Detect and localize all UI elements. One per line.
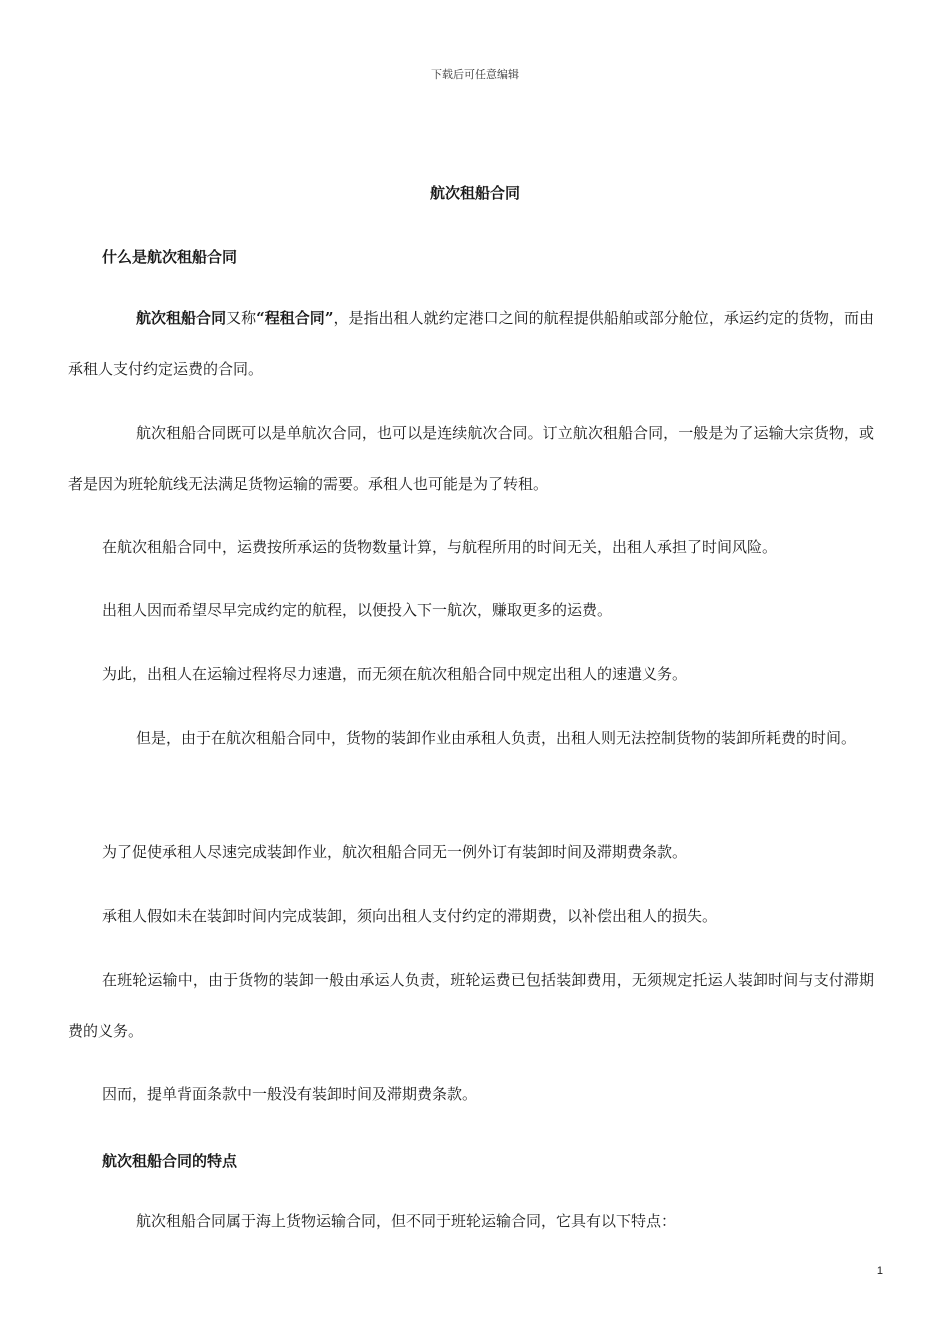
paragraph: 为此，出租人在运输过程将尽力速遣，而无须在航次租船合同中规定出租人的速遣义务。 [102,665,688,683]
paragraph: 但是，由于在航次租船合同中，货物的装卸作业由承租人负责，出租人则无法控制货物的装卸所耗费的时间。 [136,729,857,747]
paragraph: 出租人因而希望尽早完成约定的航程，以便投入下一航次，赚取更多的运费。 [102,601,613,619]
section-heading-features: 航次租船合同的特点 [102,1152,238,1170]
paragraph-definition [68,293,874,395]
section-heading-definition: 什么是航次租船合同 [102,248,238,266]
paragraph-text: 又称 [226,309,257,327]
paragraph: 在航次租船合同中，运费按所承运的货物数量计算，与航程所用的时间无关，出租人承担了时间风险。 [102,538,778,556]
paragraph: 承租人假如未在装卸时间内完成装卸，须向出租人支付约定的滞期费，以补偿出租人的损失。 [102,907,718,925]
paragraph: 航次租船合同属于海上货物运输合同，但不同于班轮运输合同，它具有以下特点： [136,1212,677,1230]
document-title: 航次租船合同 [429,184,520,202]
paragraph: 航次租船合同既可以是单航次合同，也可以是连续航次合同。订立航次租船合同，一般是为了运输大宗货物，或者是因为班轮航线无法满足货物运输的需要。承租人也可能是为了转租。 [68,424,874,493]
paragraph: 因而，提单背面条款中一般没有装卸时间及滞期费条款。 [102,1085,478,1103]
paragraph: 在班轮运输中，由于货物的装卸一般由承运人负责，班轮运费已包括装卸费用，无须规定托运人装卸时间与支付滞期费的义务。 [68,971,874,1040]
term-alias-bold: “程租合同” [256,309,334,327]
page-number: 1 [876,1265,883,1277]
page-header: 下载后可任意编辑 [431,68,519,81]
term-bold: 航次租船合同 [136,309,227,327]
paragraph: 为了促使承租人尽速完成装卸作业，航次租船合同无一例外订有装卸时间及滞期费条款。 [102,843,688,861]
paragraph-text: ，是指出租人就约定港口之间的航程提供船舶或部分舱位，承运约定的货物，而由承租人支付约定运费的合同。 [68,309,874,378]
